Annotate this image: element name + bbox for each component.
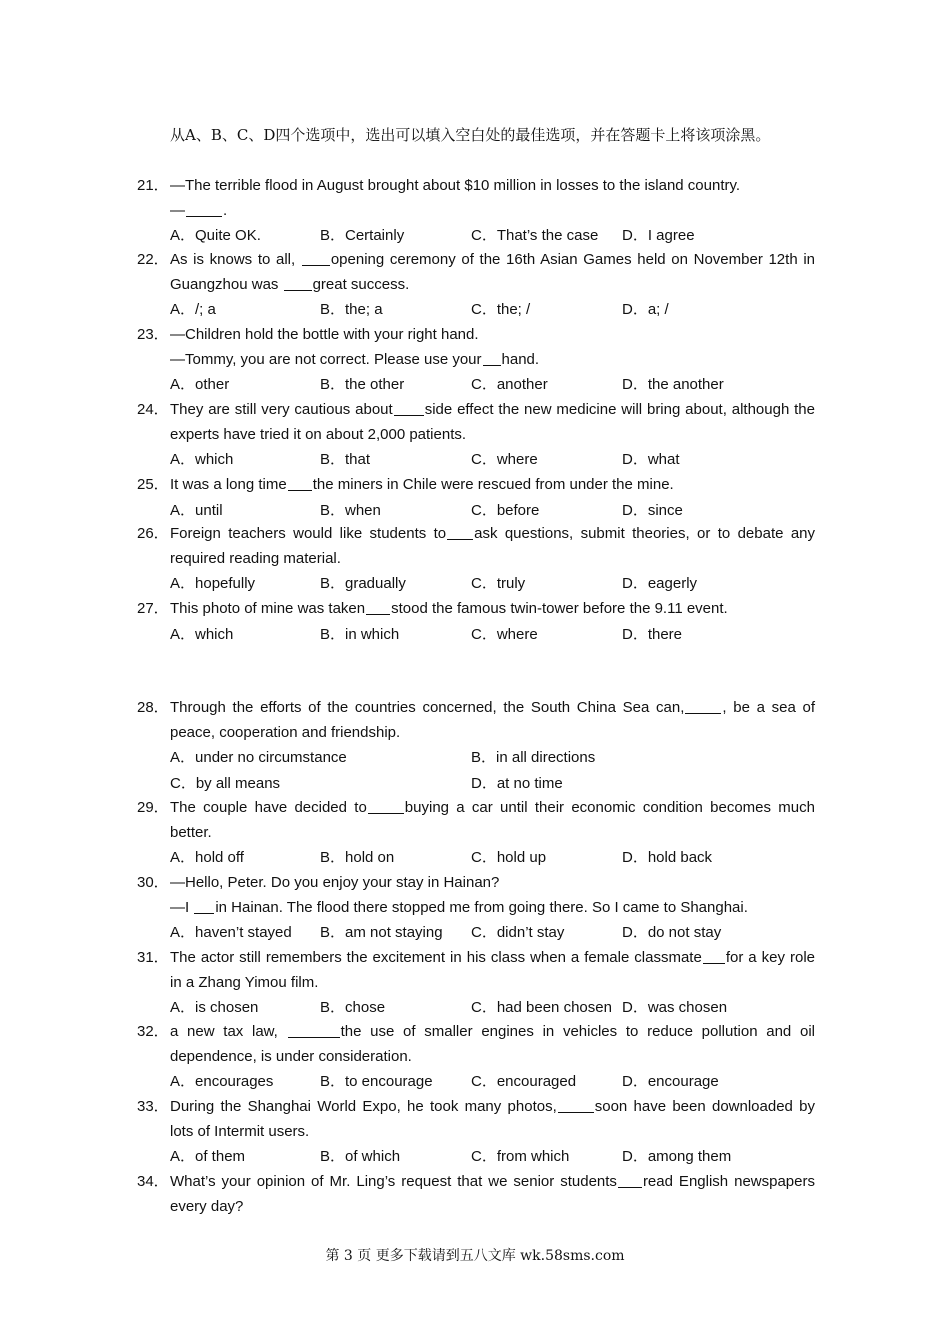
question-26 xyxy=(137,522,815,597)
question-number: 30． xyxy=(137,874,169,891)
options xyxy=(170,572,815,597)
option-d: D．I agree xyxy=(622,227,695,244)
question-32 xyxy=(137,1020,815,1095)
option-b: B．am not staying xyxy=(320,924,443,941)
answer-blank xyxy=(366,600,390,615)
option-c: C．That’s the case xyxy=(471,227,599,244)
answer-blank xyxy=(284,276,312,291)
options xyxy=(170,298,815,323)
options xyxy=(170,499,815,524)
options xyxy=(170,448,815,473)
question-number: 33． xyxy=(137,1098,169,1115)
question-23 xyxy=(137,323,815,398)
option-d: D．at no time xyxy=(471,775,563,792)
option-d: D．do not stay xyxy=(622,924,722,941)
option-a: A．other xyxy=(170,376,230,393)
answer-blank xyxy=(685,699,721,714)
question-stem: —The terrible flood in August brought about $10 million in losses to the island country. — . xyxy=(170,177,741,219)
question-number: 28． xyxy=(137,699,169,716)
question-stem: Foreign teachers would like students to ask questions, submit theories, or to debate any required reading material. xyxy=(170,525,815,567)
question-stem: What’s your opinion of Mr. Ling’s request that we senior students read English newspapers every day? xyxy=(170,1173,815,1215)
question-33 xyxy=(137,1095,815,1170)
option-c: C．the; / xyxy=(471,301,531,318)
section-instructions: 从A、B、C、D四个选项中，选出可以填入空白处的最佳选项，并在答题卡上将该项涂黑。 xyxy=(170,126,771,144)
option-b: B．to encourage xyxy=(320,1073,433,1090)
answer-blank xyxy=(194,899,214,914)
question-number: 25． xyxy=(137,476,169,493)
option-a: A．which xyxy=(170,451,234,468)
question-stem: They are still very cautious about side effect the new medicine will bring about, although the experts have tried it on about 2,000 patients. xyxy=(170,401,815,443)
option-b: B．that xyxy=(320,451,371,468)
question-29 xyxy=(137,796,815,871)
option-c: C．had been chosen xyxy=(471,999,612,1016)
question-number: 27． xyxy=(137,600,169,617)
option-b: B．when xyxy=(320,501,381,519)
option-a: A．Quite OK. xyxy=(170,227,261,244)
question-number: 21． xyxy=(137,177,169,194)
options xyxy=(170,373,815,398)
option-d: D．a; / xyxy=(622,301,669,318)
option-c: C．truly xyxy=(471,575,526,592)
options xyxy=(170,846,815,871)
options xyxy=(170,224,815,249)
question-34 xyxy=(137,1170,815,1219)
answer-blank xyxy=(394,401,424,416)
option-d: D．encourage xyxy=(622,1073,719,1090)
option-d: D．was chosen xyxy=(622,999,728,1016)
question-number: 32． xyxy=(137,1023,169,1040)
question-stem: The actor still remembers the excitement in his class when a female classmate for a key role in a Zhang Yimou film. xyxy=(170,949,815,991)
answer-blank xyxy=(186,202,222,217)
answer-blank xyxy=(288,476,312,491)
options xyxy=(170,921,815,946)
options xyxy=(170,746,815,771)
options-row-2 xyxy=(170,772,815,797)
option-c: C．by all means xyxy=(170,775,281,792)
option-a: A．encourages xyxy=(170,1073,274,1090)
question-number: 23． xyxy=(137,326,169,343)
option-b: B．the other xyxy=(320,376,405,393)
page-footer: 第 3 页 更多下载请到五八文库 wk.58sms.com xyxy=(325,1248,625,1264)
answer-blank xyxy=(703,949,725,964)
option-a: A．hold off xyxy=(170,849,244,866)
option-a: A．of them xyxy=(170,1148,246,1165)
option-c: C．from which xyxy=(471,1148,570,1165)
question-stem: Through the efforts of the countries concerned, the South China Sea can, , be a sea of peace, cooperation and friendship. xyxy=(170,699,815,741)
question-stem: —Children hold the bottle with your right hand. —Tommy, you are not correct. Please use your hand. xyxy=(170,326,540,368)
option-d: D．the another xyxy=(622,376,724,393)
option-d: D．since xyxy=(622,501,683,519)
answer-blank xyxy=(302,251,330,266)
question-27 xyxy=(137,597,815,648)
question-30 xyxy=(137,871,815,946)
option-c: C．where xyxy=(471,451,538,468)
option-a: A．/; a xyxy=(170,301,216,318)
question-number: 31． xyxy=(137,949,169,966)
option-b: B．the; a xyxy=(320,301,383,318)
option-c: C．where xyxy=(471,625,538,643)
options xyxy=(170,623,815,648)
question-stem: During the Shanghai World Expo, he took many photos, soon have been downloaded by lots of Intermit users. xyxy=(170,1098,815,1140)
option-c: C．hold up xyxy=(471,849,547,866)
question-stem: a new tax law, the use of smaller engines in vehicles to reduce pollution and oil dependence, is under consideration. xyxy=(170,1023,815,1065)
option-a: A．haven’t stayed xyxy=(170,924,292,941)
question-number: 22． xyxy=(137,251,169,268)
option-a: A．until xyxy=(170,501,223,519)
option-b: B．of which xyxy=(320,1148,401,1165)
question-stem: —Hello, Peter. Do you enjoy your stay in Hainan? —I in Hainan. The flood there stopped me from going there. So I came to Shanghai. xyxy=(170,874,748,916)
option-a: A．hopefully xyxy=(170,575,256,592)
option-b: B．chose xyxy=(320,999,386,1016)
question-stem: The couple have decided to buying a car until their economic condition becomes much better. xyxy=(170,799,815,841)
option-b: B．gradually xyxy=(320,575,406,592)
answer-blank xyxy=(447,525,473,540)
option-b: B．in all directions xyxy=(471,749,596,766)
option-c: C．before xyxy=(471,501,540,519)
answer-blank xyxy=(368,799,404,814)
question-stem: It was a long time the miners in Chile were rescued from under the mine. xyxy=(170,476,674,493)
question-number: 26． xyxy=(137,525,169,542)
question-number: 24． xyxy=(137,401,169,418)
options xyxy=(170,1145,815,1170)
option-c: C．didn’t stay xyxy=(471,924,565,941)
option-d: D．hold back xyxy=(622,849,713,866)
answer-blank xyxy=(618,1173,642,1188)
question-28 xyxy=(137,696,815,797)
option-d: D．among them xyxy=(622,1148,732,1165)
question-number: 29． xyxy=(137,799,169,816)
option-c: C．another xyxy=(471,376,548,393)
answer-blank xyxy=(288,1023,340,1038)
options xyxy=(170,996,815,1021)
question-25 xyxy=(137,473,815,524)
question-22 xyxy=(137,248,815,323)
options xyxy=(170,1070,815,1095)
question-31 xyxy=(137,946,815,1021)
option-c: C．encouraged xyxy=(471,1073,577,1090)
option-b: B．hold on xyxy=(320,849,395,866)
option-a: A．under no circumstance xyxy=(170,749,347,766)
option-b: B．in which xyxy=(320,625,400,643)
option-d: D．what xyxy=(622,451,680,468)
option-a: A．is chosen xyxy=(170,999,259,1016)
question-stem: As is knows to all, opening ceremony of the 16th Asian Games held on November 12th in Guangzhou was great success. xyxy=(170,251,815,293)
option-d: D．eagerly xyxy=(622,575,698,592)
answer-blank xyxy=(558,1098,594,1113)
option-a: A．which xyxy=(170,625,234,643)
question-stem: This photo of mine was taken stood the famous twin-tower before the 9.11 event. xyxy=(170,600,728,617)
option-d: D．there xyxy=(622,625,683,643)
answer-blank xyxy=(483,351,501,366)
question-number: 34． xyxy=(137,1173,169,1190)
question-24 xyxy=(137,398,815,473)
option-b: B．Certainly xyxy=(320,227,405,244)
question-21 xyxy=(137,174,815,249)
